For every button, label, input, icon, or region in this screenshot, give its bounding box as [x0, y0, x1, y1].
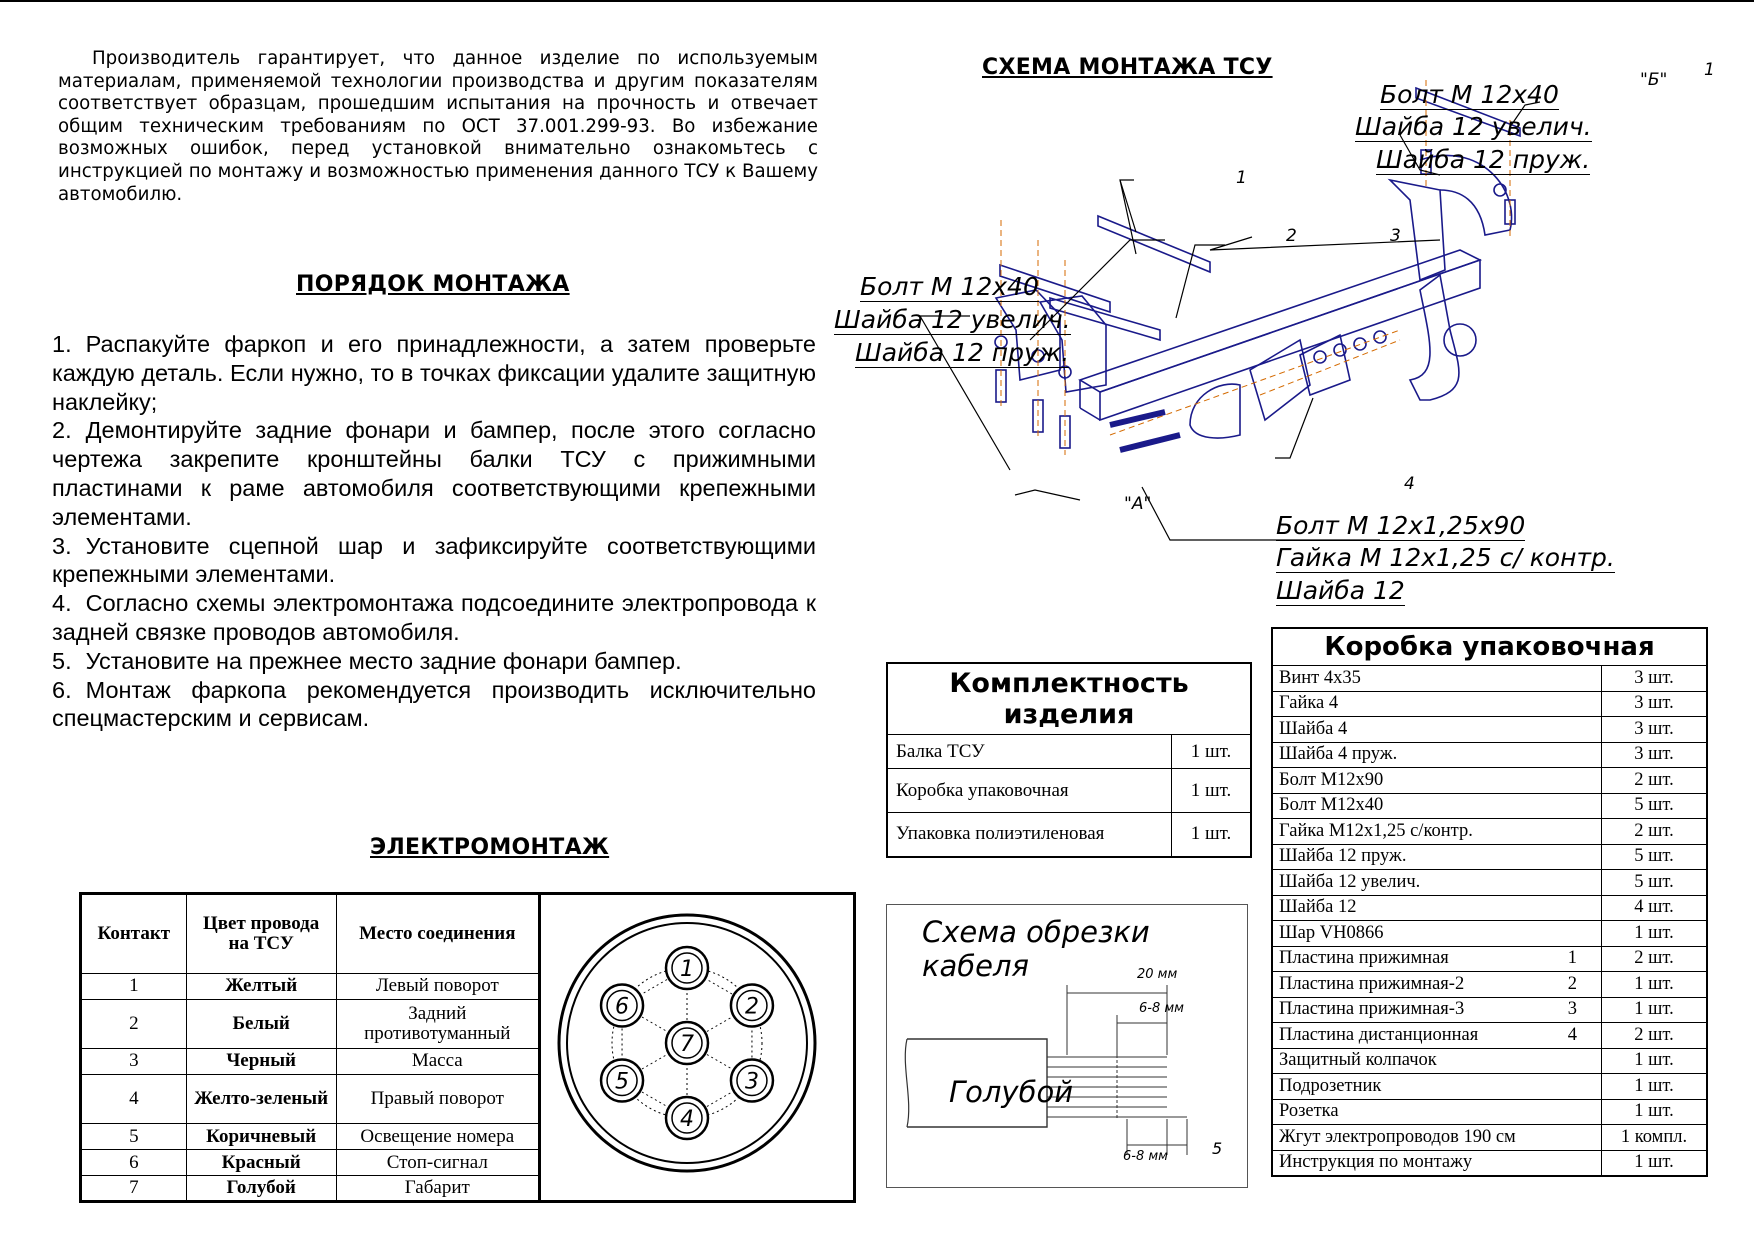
packing-item-qty: 1 шт.: [1602, 1048, 1708, 1074]
socket-pin-label: 3: [744, 1069, 759, 1095]
assembly-step-text: Демонтируйте задние фонари и бампер, после этого согласно чертежа закрепите кронштейны балки ТСУ с прижимными пластинами к раме автомобиля соответствующими крепежными элементами.: [52, 417, 816, 530]
electrical-contact: 7: [81, 1176, 187, 1202]
assembly-step-text: Монтаж фаркопа рекомендуется производить исключительно спецмастерским и сервисам.: [52, 676, 816, 732]
packing-item-name: Шайба 12: [1279, 897, 1357, 918]
assembly-step-number: 4.: [52, 590, 72, 617]
electrical-connection: Правый поворот: [336, 1074, 539, 1124]
packing-title: Коробка упаковочная: [1272, 628, 1707, 666]
electrical-wire-color: Желто-зеленый: [186, 1074, 336, 1124]
packing-row: [1272, 844, 1707, 870]
cable-title: Схема обрезки кабеля: [922, 915, 1150, 983]
packing-item-name: Пластина дистанционная: [1279, 1024, 1479, 1045]
completeness-item-qty: 1 шт.: [1172, 813, 1252, 857]
packing-item-qty: 2 шт.: [1602, 768, 1708, 794]
packing-item-name: Пластина прижимная-2: [1279, 973, 1465, 994]
packing-item-index: 3: [1567, 999, 1577, 1020]
packing-item-cell: [1272, 666, 1602, 692]
packing-item-cell: [1272, 768, 1602, 794]
socket-diagram: [542, 895, 852, 1195]
packing-row: [1272, 946, 1707, 972]
assembly-step: [52, 647, 816, 676]
packing-item-cell: [1272, 1023, 1602, 1049]
socket-pin-label: 2: [744, 994, 759, 1020]
packing-item-cell: [1272, 844, 1602, 870]
packing-item-index: 2: [1567, 973, 1577, 994]
electrical-connection: Задний противотуманный: [336, 999, 539, 1049]
electrical-wire-color: Белый: [186, 999, 336, 1049]
cable-dim-6-8-top: 6-8 мм: [1139, 1001, 1184, 1016]
packing-item-name: Шайба 4 пруж.: [1279, 744, 1398, 765]
callout-left-bolt: Болт М 12х40: [860, 272, 1039, 301]
warranty-paragraph: Производитель гарантирует, что данное изделие по используемым материалам, применяемой технологии производства и другим показателям соответствует образцам, прошедшим испытания на прочность и отвечает общим техническим требованиям по ОСТ 37.001.299-93. Во избежание возможных ошибок, перед установкой внимательно ознакомьтесь с инструкцией по монтажу и возможностью применения данного ТСУ к Вашему автомобилю.: [58, 48, 818, 205]
packing-item-cell: [1272, 895, 1602, 921]
electrical-wire-color: Голубой: [186, 1176, 336, 1202]
packing-row: [1272, 1048, 1707, 1074]
completeness-row: [887, 813, 1251, 857]
packing-item-qty: 5 шт.: [1602, 870, 1708, 896]
electrical-wire-color: Красный: [186, 1150, 336, 1176]
packing-item-cell: [1272, 921, 1602, 947]
assembly-step: [52, 416, 816, 531]
callout-top-bolt: Болт М 12х40: [1380, 80, 1559, 109]
packing-item-index: 1: [1567, 948, 1577, 969]
packing-row: [1272, 742, 1707, 768]
callout-top-washer-spring: Шайба 12 пруж.: [1376, 145, 1591, 174]
electrical-wire-color: Черный: [186, 1049, 336, 1075]
cable-dim-5: 5: [1212, 1139, 1223, 1158]
packing-row: [1272, 870, 1707, 896]
packing-item-name: Подрозетник: [1279, 1075, 1382, 1096]
packing-item-cell: [1272, 972, 1602, 998]
packing-row: [1272, 1150, 1707, 1176]
electrical-connection: Освещение номера: [336, 1124, 539, 1150]
packing-item-name: Шайба 4: [1279, 718, 1348, 739]
electrical-wire-color: Желтый: [186, 973, 336, 999]
callout-left-washer-big: Шайба 12 увелич.: [834, 305, 1071, 334]
col-contact: Контакт: [81, 894, 187, 974]
completeness-title: Комплектность изделия: [887, 663, 1251, 735]
col-place: Место соединения: [336, 894, 539, 974]
packing-item-name: Розетка: [1279, 1101, 1339, 1122]
packing-row: [1272, 895, 1707, 921]
packing-item-qty: 1 шт.: [1602, 1150, 1708, 1176]
packing-item-qty: 1 шт.: [1602, 972, 1708, 998]
packing-item-qty: 3 шт.: [1602, 717, 1708, 743]
top-border: [0, 0, 1754, 2]
packing-item-name: Гайка 4: [1279, 693, 1339, 714]
packing-row: [1272, 768, 1707, 794]
part-number-4: 4: [1404, 474, 1415, 494]
packing-item-qty: 1 шт.: [1602, 1099, 1708, 1125]
assembly-step-number: 3.: [52, 532, 72, 559]
socket-pin: [601, 1060, 643, 1102]
packing-item-qty: 3 шт.: [1602, 666, 1708, 692]
packing-item-cell: [1272, 1125, 1602, 1151]
assembly-step-number: 6.: [52, 676, 72, 703]
completeness-table: [886, 662, 1252, 858]
electrical-contact: 3: [81, 1049, 187, 1075]
packing-row: [1272, 997, 1707, 1023]
packing-item-cell: [1272, 1074, 1602, 1100]
packing-item-name: Пластина прижимная: [1279, 948, 1449, 969]
packing-item-cell: [1272, 819, 1602, 845]
completeness-item-qty: 1 шт.: [1172, 735, 1252, 769]
socket-diagram-cell: [539, 894, 854, 1202]
callout-bottom-bolt: Болт М 12х1,25х90: [1276, 511, 1526, 540]
packing-item-qty: 1 шт.: [1602, 921, 1708, 947]
cable-cut-scheme: [886, 904, 1248, 1188]
socket-pin: [666, 1097, 708, 1139]
callout-bottom-washer: Шайба 12: [1276, 576, 1405, 605]
electrical-table: [79, 892, 856, 1203]
assembly-step-text: Установите сцепной шар и зафиксируйте соответствующими крепежными элементами.: [52, 532, 816, 588]
packing-item-cell: [1272, 1150, 1602, 1176]
packing-row: [1272, 793, 1707, 819]
electrical-contact: 2: [81, 999, 187, 1049]
packing-item-cell: [1272, 717, 1602, 743]
packing-row: [1272, 666, 1707, 692]
packing-item-name: Шайба 12 увелич.: [1279, 871, 1421, 892]
packing-row: [1272, 972, 1707, 998]
socket-pin: [666, 947, 708, 989]
packing-item-qty: 1 шт.: [1602, 1074, 1708, 1100]
socket-pin-label: 6: [615, 994, 630, 1020]
packing-item-name: Болт М12х40: [1279, 795, 1384, 816]
packing-item-name: Шар VH0866: [1279, 922, 1384, 943]
socket-pin-label: 7: [679, 1032, 694, 1057]
socket-pin: [666, 1022, 708, 1064]
packing-item-qty: 1 шт.: [1602, 997, 1708, 1023]
packing-item-cell: [1272, 870, 1602, 896]
cable-drawing: [887, 905, 1247, 1187]
packing-item-index: 4: [1567, 1024, 1577, 1045]
packing-item-qty: 4 шт.: [1602, 895, 1708, 921]
packing-item-cell: [1272, 946, 1602, 972]
packing-item-name: Жгут электропроводов 190 см: [1279, 1126, 1516, 1147]
packing-row: [1272, 1074, 1707, 1100]
assembly-steps: [52, 330, 816, 733]
assembly-step-number: 1.: [52, 331, 72, 357]
electrical-wire-color: Коричневый: [186, 1124, 336, 1150]
callout-top-washer-big: Шайба 12 увелич.: [1355, 112, 1592, 141]
electrical-connection: Габарит: [336, 1176, 539, 1202]
packing-item-name: Инструкция по монтажу: [1279, 1152, 1473, 1173]
packing-item-cell: [1272, 997, 1602, 1023]
scheme-heading: СХЕМА МОНТАЖА ТСУ: [982, 55, 1273, 80]
assembly-step-number: 5.: [52, 647, 72, 674]
electrical-contact: 4: [81, 1074, 187, 1124]
socket-pin-label: 1: [679, 957, 694, 982]
completeness-row: [887, 769, 1251, 813]
assembly-step: [52, 532, 816, 590]
packing-item-qty: 5 шт.: [1602, 844, 1708, 870]
cable-dim-6-8-bottom: 6-8 мм: [1123, 1149, 1168, 1164]
socket-pin: [601, 985, 643, 1027]
warranty-text: [58, 48, 818, 206]
packing-row: [1272, 1099, 1707, 1125]
electrical-connection: Стоп-сигнал: [336, 1150, 539, 1176]
socket-pin-label: 5: [615, 1069, 630, 1095]
callout-bottom-nut: Гайка М 12х1,25 с/ контр.: [1276, 543, 1615, 572]
socket-pin-label: 4: [679, 1107, 694, 1132]
electrical-connection: Масса: [336, 1049, 539, 1075]
packing-row: [1272, 691, 1707, 717]
packing-item-qty: 2 шт.: [1602, 819, 1708, 845]
packing-item-qty: 1 компл.: [1602, 1125, 1708, 1151]
callout-left-washer-spring: Шайба 12 пруж.: [855, 338, 1070, 367]
electrical-heading: ЭЛЕКТРОМОНТАЖ: [370, 835, 610, 860]
part-number-1-top: 1: [1704, 60, 1715, 80]
packing-item-name: Защитный колпачок: [1279, 1050, 1437, 1071]
assembly-step: [52, 676, 816, 734]
packing-row: [1272, 921, 1707, 947]
completeness-item-name: Коробка упаковочная: [887, 769, 1172, 813]
socket-pin: [731, 1060, 773, 1102]
packing-item-cell: [1272, 691, 1602, 717]
completeness-item-name: Балка ТСУ: [887, 735, 1172, 769]
packing-item-name: Винт 4х35: [1279, 667, 1361, 688]
socket-pin: [731, 985, 773, 1027]
packing-item-name: Болт М12х90: [1279, 769, 1384, 790]
packing-item-cell: [1272, 793, 1602, 819]
completeness-item-qty: 1 шт.: [1172, 769, 1252, 813]
packing-item-name: Шайба 12 пруж.: [1279, 846, 1407, 867]
completeness-item-name: Упаковка полиэтиленовая: [887, 813, 1172, 857]
assembly-step-text: Согласно схемы электромонтажа подсоедините электропровода к задней связке проводов автомобиля.: [52, 590, 816, 645]
electrical-contact: 1: [81, 973, 187, 999]
electrical-contact: 6: [81, 1150, 187, 1176]
assembly-step-text: Распакуйте фаркоп и его принадлежности, а затем проверьте каждую деталь. Если нужно, то в точках фиксации удалите защитную наклейку;: [52, 331, 816, 415]
assembly-step-number: 2.: [52, 417, 72, 444]
view-b-label: "Б": [1640, 70, 1668, 90]
part-number-3: 3: [1390, 226, 1401, 246]
cable-wire-label: Голубой: [949, 1075, 1074, 1109]
electrical-contact: 5: [81, 1124, 187, 1150]
packing-item-qty: 3 шт.: [1602, 691, 1708, 717]
part-number-1: 1: [1236, 168, 1247, 188]
assembly-step: [52, 330, 816, 416]
view-a-label: "А": [1124, 494, 1152, 514]
packing-item-cell: [1272, 1048, 1602, 1074]
packing-item-qty: 3 шт.: [1602, 742, 1708, 768]
packing-row: [1272, 1023, 1707, 1049]
assembly-heading: ПОРЯДОК МОНТАЖА: [296, 272, 570, 297]
assembly-step-text: Установите на прежнее место задние фонари бампер.: [85, 647, 682, 674]
packing-row: [1272, 717, 1707, 743]
packing-row: [1272, 1125, 1707, 1151]
packing-table: [1271, 627, 1708, 1177]
cable-dim-20: 20 мм: [1137, 967, 1178, 982]
electrical-connection: Левый поворот: [336, 973, 539, 999]
packing-item-cell: [1272, 742, 1602, 768]
packing-item-name: Пластина прижимная-3: [1279, 999, 1465, 1020]
packing-item-qty: 5 шт.: [1602, 793, 1708, 819]
completeness-row: [887, 735, 1251, 769]
packing-item-cell: [1272, 1099, 1602, 1125]
assembly-step: [52, 589, 816, 647]
packing-row: [1272, 819, 1707, 845]
packing-item-qty: 2 шт.: [1602, 1023, 1708, 1049]
part-number-2: 2: [1286, 226, 1297, 246]
packing-item-name: Гайка М12х1,25 с/контр.: [1279, 820, 1473, 841]
packing-item-qty: 2 шт.: [1602, 946, 1708, 972]
col-color: Цвет провода на ТСУ: [186, 894, 336, 974]
